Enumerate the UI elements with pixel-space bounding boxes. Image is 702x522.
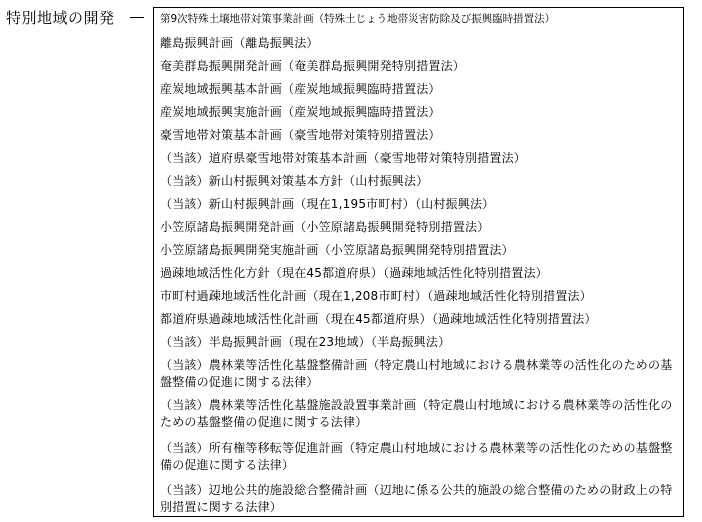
list-item: 奄美群島振興開発計画（奄美群島振興開発特別措置法） xyxy=(160,59,466,73)
list-item: （当該）新山村振興対策基本方針（山村振興法） xyxy=(160,174,429,188)
page-title: 特別地域の開発 xyxy=(6,9,115,27)
list-item: （当該）道府県豪雪地帯対策基本計画（豪雪地帯対策特別措置法） xyxy=(160,151,527,165)
list-item: 第9次特殊土壌地帯対策事業計画（特殊土じょう地帯災害防除及び振興臨時措置法） xyxy=(160,13,556,25)
list-item: 産炭地域振興実施計画（産炭地域振興臨時措置法） xyxy=(160,105,441,119)
list-item: （当該）所有権等移転等促進計画（特定農山村地域における農林業等の活性化のための基盤整備の促進に関する法律） xyxy=(160,441,673,472)
list-item: （当該）半島振興計画（現在23地域）（半島振興法） xyxy=(160,335,451,349)
list-item: 小笠原諸島振興開発実施計画（小笠原諸島振興開発特別措置法） xyxy=(160,243,514,257)
list-item: 過疎地域活性化方針（現在45都道府県）（過疎地域活性化特別措置法） xyxy=(160,266,548,280)
list-item: 豪雪地帯対策基本計画（豪雪地帯対策特別措置法） xyxy=(160,128,441,142)
list-item: （当該）農林業等活性化基盤整備計画（特定農山村地域における農林業等の活性化のための基盤整備の促進に関する法律） xyxy=(160,358,673,389)
list-item: 離島振興計画（離島振興法） xyxy=(160,36,319,50)
connector-line xyxy=(130,17,144,18)
list-item: 小笠原諸島振興開発計画（小笠原諸島振興開発特別措置法） xyxy=(160,220,490,234)
list-item: （当該）農林業等活性化基盤施設設置事業計画（特定農山村地域における農林業等の活性化のための基盤整備の促進に関する法律） xyxy=(160,398,673,429)
list-item: （当該）辺地公共的施設総合整備計画（辺地に係る公共的施設の総合整備のための財政上の特別措置に関する法律） xyxy=(160,483,673,514)
list-item: 市町村過疎地域活性化計画（現在1,208市町村）（過疎地域活性化特別措置法） xyxy=(160,289,592,303)
list-item: （当該）新山村振興計画（現在1,195市町村）（山村振興法） xyxy=(160,197,495,211)
plan-list-box xyxy=(153,7,684,517)
list-item: 都道府県過疎地域活性化計画（現在45都道府県）（過疎地域活性化特別措置法） xyxy=(160,312,597,326)
list-item: 産炭地域振興基本計画（産炭地域振興臨時措置法） xyxy=(160,82,441,96)
